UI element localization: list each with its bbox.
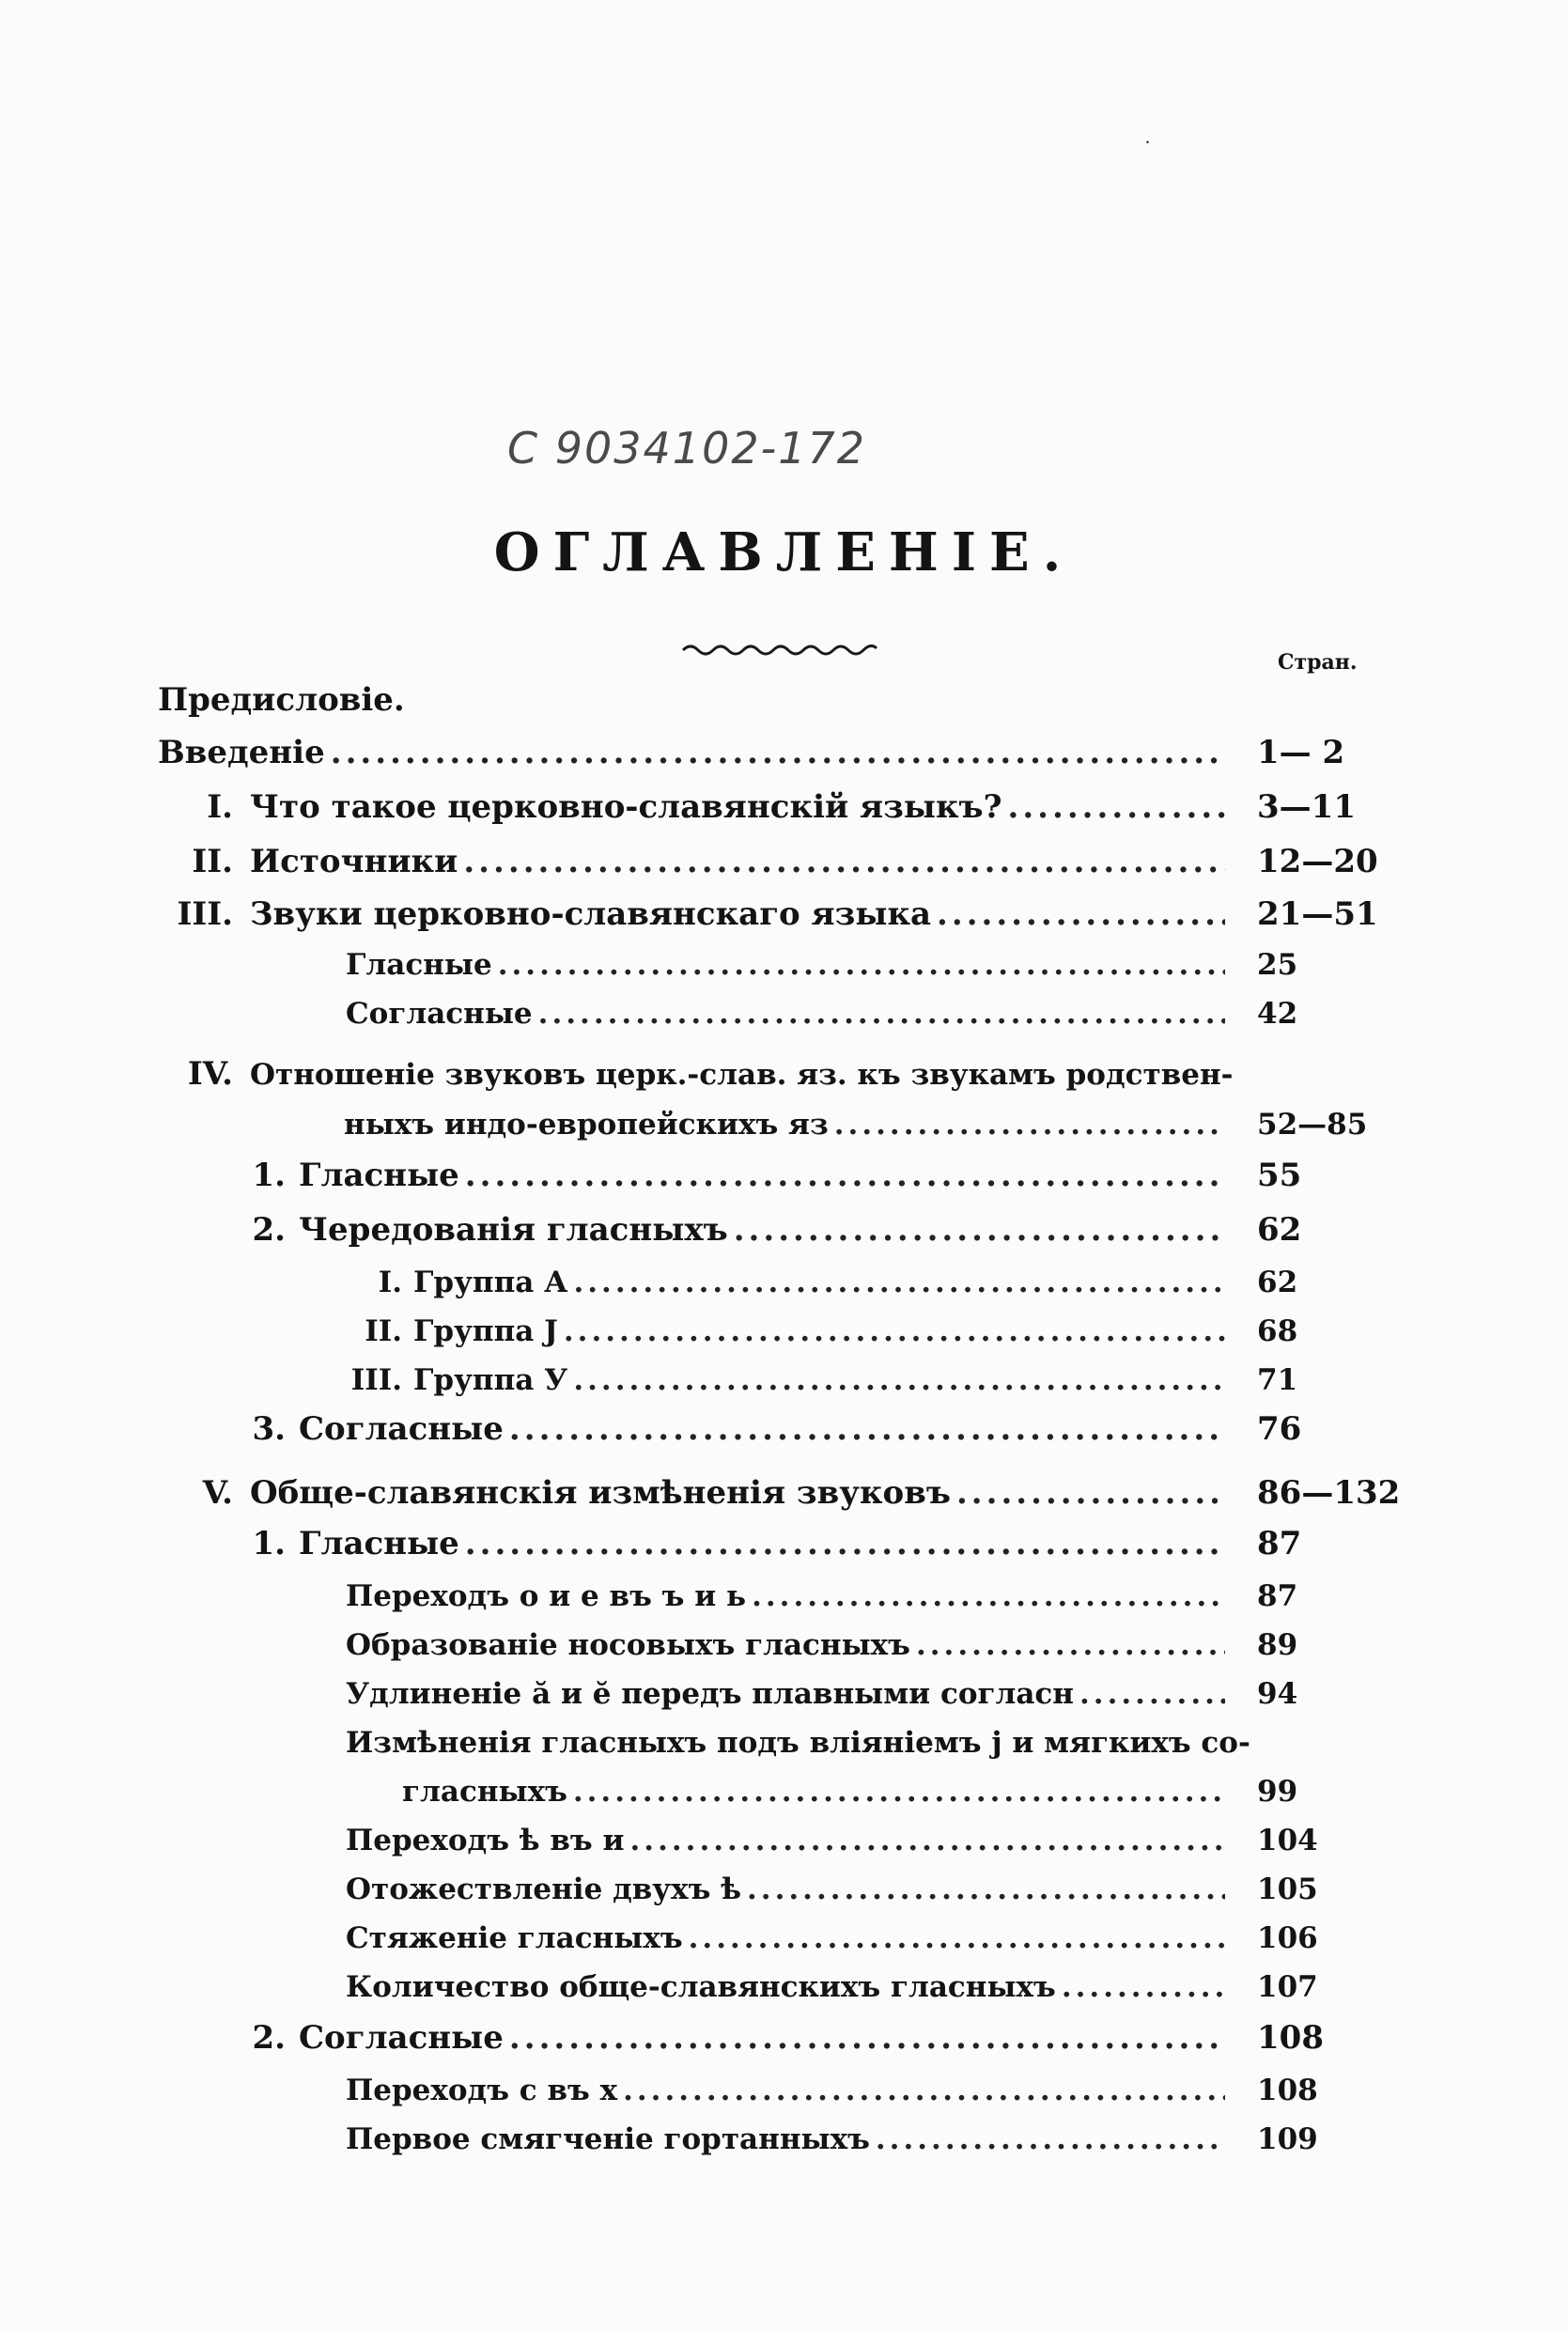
- toc-pages: 106: [1257, 1921, 1318, 1955]
- toc-row: [158, 1917, 1407, 1960]
- toc-row: [158, 1359, 1407, 1402]
- toc-label: Удлиненіе ă и ĕ передъ плавными согласн: [346, 1677, 1074, 1711]
- toc-row: [158, 1208, 1407, 1251]
- toc-label: Гласные: [299, 1525, 459, 1562]
- toc-row: [158, 1624, 1407, 1667]
- toc-number: II.: [192, 843, 233, 880]
- toc-pages: 107: [1257, 1970, 1318, 2004]
- toc-pages: 87: [1257, 1525, 1302, 1562]
- page-title: ОГЛАВЛЕНІЕ.: [493, 521, 1075, 583]
- toc-pages: 94: [1257, 1677, 1298, 1711]
- toc-label: Согласные: [346, 997, 533, 1031]
- toc-row: [158, 1522, 1407, 1565]
- toc-label: Введеніе: [158, 734, 325, 771]
- toc-pages: 52—85: [1257, 1108, 1368, 1142]
- toc-row: [158, 1261, 1407, 1304]
- toc-pages: 109: [1257, 2122, 1318, 2156]
- toc-pages: 3—11: [1257, 788, 1356, 826]
- toc-pages: 108: [1257, 2074, 1318, 2107]
- toc-label: Отношеніе звуковъ церк.-слав. яз. къ звукамъ родствен-: [250, 1058, 1234, 1092]
- toc-number: II.: [365, 1314, 402, 1348]
- toc-label: Гласные: [346, 948, 492, 982]
- toc-label: Измѣненія гласныхъ подъ вліяніемъ j и мягкихъ со-: [346, 1726, 1250, 1760]
- toc-label: Гласные: [299, 1157, 459, 1194]
- handwritten-shelfmark: С 9034102-172: [507, 423, 867, 474]
- toc-row: [158, 1407, 1407, 1451]
- toc-label: Переходъ ѣ въ и: [346, 1824, 625, 1857]
- toc-label: Источники: [250, 843, 458, 880]
- toc-label: Переходъ с въ х: [346, 2074, 618, 2107]
- toc-pages: 71: [1257, 1363, 1298, 1397]
- toc-pages: 12—20: [1257, 843, 1378, 880]
- toc-row: [158, 1310, 1407, 1353]
- speck-mark: ˙: [1142, 139, 1153, 163]
- toc-label: Отожествленіе двухъ ѣ: [346, 1873, 741, 1906]
- toc-label: Чередованія гласныхъ: [299, 1211, 728, 1249]
- toc-label: Согласные: [299, 2019, 504, 2057]
- toc-pages: 68: [1257, 1314, 1298, 1348]
- toc-row: [158, 1819, 1407, 1862]
- toc-row: [158, 785, 1407, 829]
- toc-label: Первое смягченіе гортанныхъ: [346, 2122, 870, 2156]
- toc-number: IV.: [187, 1055, 233, 1093]
- toc-label: Образованіе носовыхъ гласныхъ: [346, 1628, 910, 1662]
- toc-pages: 76: [1257, 1410, 1302, 1448]
- toc-label: Группа J: [413, 1314, 558, 1348]
- toc-row: [158, 678, 1407, 722]
- toc-row: [158, 1721, 1407, 1764]
- toc-number: 3.: [252, 1410, 286, 1448]
- toc-row: [158, 2016, 1407, 2059]
- toc-row: [158, 1471, 1407, 1515]
- toc-label: ныхъ индо-европейскихъ яз: [344, 1108, 829, 1142]
- toc-row: [158, 2069, 1407, 2112]
- toc-label: Группа А: [413, 1266, 568, 1299]
- toc-number: I.: [207, 788, 233, 826]
- title-flourish: [681, 639, 878, 660]
- toc-row: [158, 893, 1407, 936]
- toc-row: [158, 2118, 1407, 2161]
- toc-row: [158, 1103, 1407, 1146]
- toc-number: III.: [177, 895, 233, 933]
- toc-label: Предисловіе.: [158, 681, 405, 719]
- toc-row: [158, 992, 1407, 1035]
- toc-label: Стяженіе гласныхъ: [346, 1921, 683, 1955]
- toc-pages: 89: [1257, 1628, 1298, 1662]
- toc-pages: 86—132: [1257, 1474, 1401, 1512]
- toc-pages: 99: [1257, 1775, 1298, 1809]
- toc-pages: 1— 2: [1257, 734, 1345, 771]
- toc-row: [158, 1868, 1407, 1911]
- toc-pages: 25: [1257, 948, 1298, 982]
- toc-row: [158, 1575, 1407, 1618]
- toc-label: Обще-славянскія измѣненія звуковъ: [250, 1474, 951, 1512]
- toc-label: Согласные: [299, 1410, 504, 1448]
- toc-pages: 105: [1257, 1873, 1318, 1906]
- toc-row: [158, 840, 1407, 883]
- toc-number: V.: [202, 1474, 233, 1512]
- toc-label: Звуки церковно-славянскаго языка: [250, 895, 932, 933]
- toc-row: [158, 731, 1407, 774]
- toc-row: [158, 943, 1407, 987]
- toc-number: III.: [350, 1363, 402, 1397]
- toc-row: [158, 1052, 1407, 1096]
- toc-number: 1.: [252, 1157, 286, 1194]
- toc-number: 1.: [252, 1525, 286, 1562]
- toc-pages: 55: [1257, 1157, 1302, 1194]
- toc-pages: 108: [1257, 2019, 1324, 2057]
- toc-pages: 42: [1257, 997, 1298, 1031]
- toc-label: гласныхъ: [402, 1775, 567, 1809]
- toc-pages: 87: [1257, 1579, 1298, 1613]
- toc-pages: 104: [1257, 1824, 1318, 1857]
- toc-label: Группа У: [413, 1363, 568, 1397]
- toc-row: [158, 1770, 1407, 1813]
- toc-label: Переходъ о и е въ ъ и ь: [346, 1579, 747, 1613]
- toc-number: I.: [378, 1266, 402, 1299]
- toc-label: Что такое церковно-славянскій языкъ?: [250, 788, 1002, 826]
- toc-number: 2.: [252, 1211, 286, 1249]
- toc-number: 2.: [252, 2019, 286, 2057]
- toc-pages: 62: [1257, 1211, 1302, 1249]
- page-column-header: Стран.: [1278, 650, 1358, 675]
- toc-pages: 21—51: [1257, 895, 1378, 933]
- toc-pages: 62: [1257, 1266, 1298, 1299]
- toc-row: [158, 1672, 1407, 1716]
- toc-row: [158, 1154, 1407, 1197]
- toc-row: [158, 1966, 1407, 2009]
- toc-label: Количество обще-славянскихъ гласныхъ: [346, 1970, 1056, 2004]
